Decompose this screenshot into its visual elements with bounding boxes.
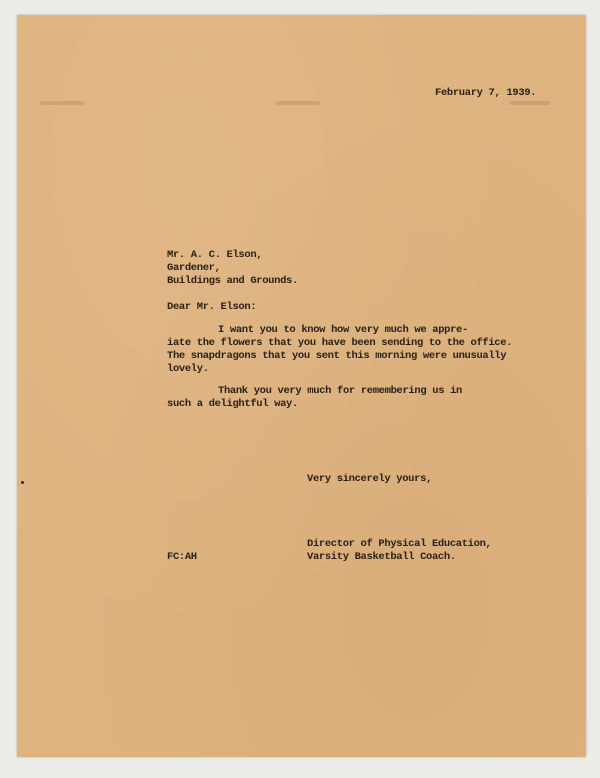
typist-initials: FC:AH bbox=[167, 551, 197, 563]
body-line: The snapdragons that you sent this morning were unusually bbox=[167, 350, 507, 362]
body-line: Thank you very much for remembering us in bbox=[218, 385, 462, 397]
signature-title-line2: Varsity Basketball Coach. bbox=[307, 551, 456, 563]
salutation: Dear Mr. Elson: bbox=[167, 301, 257, 313]
letter-date: February 7, 1939. bbox=[435, 87, 537, 99]
recipient-name: Mr. A. C. Elson, bbox=[167, 249, 263, 261]
bleed-mark-right bbox=[510, 101, 550, 105]
recipient-department: Buildings and Grounds. bbox=[167, 275, 298, 287]
signature-title-line1: Director of Physical Education, bbox=[307, 538, 492, 550]
recipient-title: Gardener, bbox=[167, 262, 221, 274]
bleed-mark-left bbox=[40, 101, 84, 105]
body-line: I want you to know how very much we appre- bbox=[218, 324, 468, 336]
paper-speck bbox=[21, 481, 24, 484]
letter-page bbox=[17, 15, 586, 757]
body-line: lovely. bbox=[167, 363, 209, 375]
body-line: such a delightful way. bbox=[167, 398, 298, 410]
closing: Very sincerely yours, bbox=[307, 473, 432, 485]
body-line: iate the flowers that you have been sending to the office. bbox=[167, 337, 513, 349]
bleed-mark-center bbox=[276, 101, 320, 105]
